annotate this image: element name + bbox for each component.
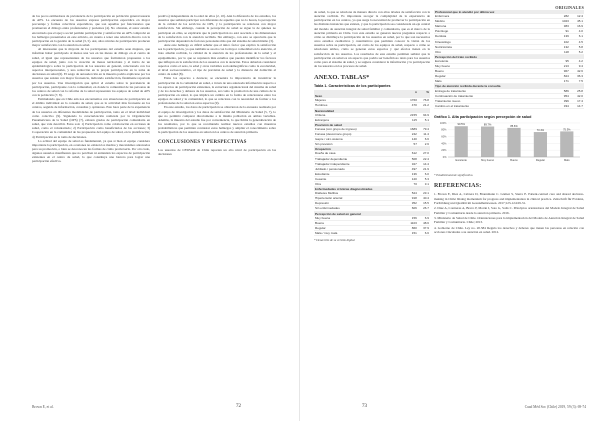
table2-care-characteristics (434, 10, 584, 109)
left-page-column-2-text (158, 14, 276, 135)
conclusions-heading: CONCLUSIONES Y PERSPECTIVAS (158, 139, 247, 145)
body-paragraph: Ante este hallazgo es difícil señalar que el único factor que explica la satisfacción sea la participación, ya que también se asocia con la mayor comodidad en la atención, el trato amable recibido, la calidad de la atención de los profesionales de la salud y el equipamiento, por lo que se requieren más estudios que puedan identificar los factores que influyen en la satisfacción de los usuarios con la atención. Estos deberían considerar aspectos como el sexo, la edad y otras variables sociodemográficas como la escolaridad, el nivel socioeconómico, el tipo de previsión de salud y la distancia del domicilio al centro de salud (8). (158, 43, 276, 77)
table-cell-label: Sexo (314, 94, 405, 98)
table-cell-n: 171 (554, 79, 570, 84)
table-cell-n: 508 (405, 156, 418, 161)
page-number-left: 72 (236, 404, 241, 409)
footer-authors: Brown E, et al. (32, 405, 54, 409)
bar-chart (434, 119, 584, 167)
bar-value-label: 85.6% (510, 125, 518, 129)
table-cell-pct: 21.2 (418, 103, 430, 108)
x-tick-label: Excelente (455, 159, 467, 163)
bar-value-label: 90.5% (457, 123, 465, 127)
table-cell-label: Fonasa (desconoce grupo) (314, 132, 405, 137)
table-cell-pct: 12.4 (570, 14, 584, 19)
table-cell-label: Tipo de atención recibida durante la consulta (434, 84, 554, 89)
table-cell-label: Bueno (434, 69, 554, 74)
chart-note: * Estadísticamente significativo. (434, 173, 474, 178)
table-cell-pct: 42.6 (570, 69, 584, 74)
table-cell-label: Regular (434, 74, 554, 79)
bar-value-label: 73.4% (536, 129, 545, 133)
table-cell-label: Hombres (314, 103, 405, 108)
table-cell-label: Matrona (434, 24, 554, 29)
table-cell-label: Dueña de casa (314, 151, 405, 156)
table-cell-pct: 6.0 (418, 171, 430, 176)
table-cell-label: Ocupación (314, 147, 405, 152)
chart-participation (434, 115, 584, 178)
table-cell-label: Estudiante (314, 171, 405, 176)
footer-journal: Cuad Méd Soc (Chile) 2019, 59 (3): 69-74 (524, 405, 586, 409)
y-tick-label: 60% (441, 135, 447, 139)
reference-item: 4. Gobierno de Chile. Ley no. 20.584 Regula los derechos y deberes que tienen las personas en relación con acciones vinculadas a su atención en salud. 2012. (434, 225, 584, 235)
table-cell-label: Nutricionista (434, 44, 554, 49)
table-cell-pct: 6.9 (418, 216, 430, 221)
table-cell-n: 352 (405, 201, 418, 206)
body-paragraph: Entre los aspectos a destacar, se encuentra la importancia de incentivar la participación de la comunidad en salud, a través de una adecuada información respecto a los espacios de participación existentes, la estructura organizacional del sistema de salud y de los derechos y deberes de los usuarios, así como la promoción de una cultura de la participación en salud, lo que implica un cambio en la forma de relacionarse entre los equipos de salud y la comunidad, lo que se relaciona con la necesidad de formar a los profesionales de la salud en estos aspectos (9). (158, 76, 276, 106)
table-cell-pct: 4.2 (570, 59, 584, 64)
table-cell-label: Excelente (434, 59, 554, 64)
table-cell-pct: 42.0 (570, 93, 584, 98)
annex-heading: ANEXO. TABLAS* (314, 74, 370, 82)
table-cell-n: 151 (405, 230, 418, 235)
table-cell-label: Kinesiólogo (434, 39, 554, 44)
table-cell-pct: % (418, 90, 430, 94)
table-cell-label: Trabajador independiente (314, 161, 405, 166)
table-cell-label: Entrega de tratamiento (434, 89, 554, 94)
table-cell-label: Cambio en el tratamiento (434, 103, 554, 108)
table-cell-label: Malo (434, 79, 554, 84)
bar (534, 132, 547, 157)
right-page-column-2 (434, 10, 584, 236)
bar-value-label: 75.3% (563, 128, 571, 132)
table-cell-pct: 6.1 (570, 34, 584, 39)
table-cell-label: Continuación de tratamiento (434, 93, 554, 98)
table-cell-n: 2155 (405, 113, 418, 118)
table-cell-n: 115 (405, 117, 418, 122)
table-cell-label: Mujeres (314, 98, 405, 103)
table-cell-pct: 16.9 (570, 24, 584, 29)
table-cell-n: 213 (554, 64, 570, 69)
table-cell-label: Depresión (314, 201, 405, 206)
table-row (434, 103, 584, 108)
references-list (434, 192, 584, 234)
table-cell-label: Tratamiento nuevo (434, 98, 554, 103)
table-cell-label: Extranjera (314, 117, 405, 122)
table-cell-n: 282 (554, 14, 570, 19)
bar (481, 127, 494, 157)
table-cell-n: 242 (405, 132, 418, 137)
table-cell-label: Hipertensión arterial (314, 196, 405, 201)
table-cell-pct: 45.1 (570, 19, 584, 24)
right-page (300, 0, 600, 421)
table-cell-pct: 5.8 (570, 44, 584, 49)
table-cell-pct: 9.4 (570, 64, 584, 69)
table-cell-pct: 21.9 (418, 166, 430, 171)
table-cell-n: 91 (554, 29, 570, 34)
table-cell-pct: 4.0 (570, 29, 584, 34)
table-cell-label: Nacionalidad (314, 108, 405, 113)
body-paragraph: La actitud del equipo de salud es fundamental, ya que si bien el equipo considera importante la participación, en ocasiones no existen los medios y mecanismos adecuados para su promoción, o bien se desconocen las formas de cómo promoverla. Por otro lado, algunos usuarios manifiestan que no perciben ni entienden los espacios de participación existentes en el centro de salud, lo que constituye una barrera para lograr una participación efectiva. (32, 138, 150, 164)
table-cell-label: Dentista (434, 34, 554, 39)
table-cell-label: Muy bueno (434, 64, 554, 69)
table-cell-n: 334 (554, 103, 570, 108)
y-tick-label: 100% (439, 122, 447, 126)
table-cell-n: 918 (405, 196, 418, 201)
body-paragraph: positivo) independiente de la edad de ellos (2, 10). Aún la diferencia de los estudios, los usuarios que señalan participar son diferentes de aquellos que no lo hacen, la percepción de la calidad de los servicios de OPS, y la participación se relaciona con mayor satisfacción. Sin embargo, cuando la percepción de salud se sigue la de quienes no participan en ellas, se explicaría que la participación no está asociada a las dimensiones de la satisfacción con la atención recibida. Sin embargo, con esto se apreciaría que la participación dependerá de factores personales más que del sistema de salud mismo (3). (158, 14, 276, 43)
table-cell-label: Chilena (314, 113, 405, 118)
table-cell-n: 139 (554, 34, 570, 39)
left-page-column-2 (158, 14, 276, 156)
table-cell-pct: 25.8 (570, 89, 584, 94)
bar (560, 132, 573, 158)
table-cell-n: 327 (405, 161, 418, 166)
table-cell-pct: 5.2 (570, 49, 584, 54)
table-cell-label: Percepción de salud en general (314, 211, 405, 216)
table-cell-label: Enfermedades crónicas diagnosticadas (314, 187, 405, 192)
table-cell-n: 586 (554, 89, 570, 94)
table-cell-label: Muy buena (314, 216, 405, 221)
table-cell-n: 136 (405, 171, 418, 176)
table-cell-pct: 17.4 (570, 98, 584, 103)
conclusions-text: Los usuarios de CESFAM de Chile reportan un alto nivel de participación en las decisiones (158, 147, 276, 156)
table-cell-label: Mala / muy mala (314, 230, 405, 235)
table-cell-pct: 14.4 (418, 161, 430, 166)
table-cell-n: 383 (554, 24, 570, 29)
body-paragraph: de los pocos estimadores de prevalencia de la participación en población general usuaria de APS. La encuesta de los usuarios expresa participación esporádica en mayor porcentaje y formas colectivas esporádicas, que son aquellas por funcionarios que promueven el diálogo entre profesionales y pacientes (4). No obstante, el autor estudio encontrado que el apoyo social permite participación y satisfacción en APS comprobó en los hallazgos presentados en este artículo, en cuanto a tener una relación directa con la participación en la gestión de la salud (3, 5). Así, altos niveles de participación producen mayor satisfacción con la atención en salud. (32, 14, 150, 48)
table-cell-n: 57 (405, 142, 418, 147)
table-cell-label: Jubilado / pensionado (314, 166, 405, 171)
page-number-right: 73 (362, 404, 367, 409)
table-cell-label: Enfermera (434, 14, 554, 19)
table-cell-pct: 48.6 (418, 220, 430, 225)
table-cell-n: 860 (405, 225, 418, 230)
table-cell-pct: 6.6 (418, 230, 430, 235)
bar (455, 127, 468, 158)
reference-item: 2. Díez A, Contreras A, Bravo P, Morán I, Soto G, Solís C. Principios orientadores del Modelo Integral de Salud Familiar y Comunitaria desde la atención primaria. 2016. (434, 206, 584, 215)
y-tick-label: 20% (441, 149, 447, 153)
table-cell-pct: 3.1 (418, 181, 430, 186)
table-cell-n: 70 (405, 181, 418, 186)
table-cell-n: 612 (405, 151, 418, 156)
table-cell-pct: 11.4 (418, 132, 430, 137)
table-cell-n: 396 (554, 98, 570, 103)
table-cell-label: Médico (434, 19, 554, 24)
body-paragraph: Al interesante que la mayoría de los participantes del estudio sean mujeres, que informan haber participado al menos una vez en las mesas de diálogo en el centro de salud, al igual que representantes de los usuarios que formularon propuestas a los equipos de salud, junto con la creación de mesas territoriales y al inicio de un epidemiológico sobre la participación de los usuarios en general, relacionada con los aspectos interpersonales, y una reducción en la propia participación en la toma de decisiones en salud (6). El sesgo de autoselección en la muestra podría explicarse por los usuarios que asisten con mayor frecuencia, indicando satisfacción, finalmente reportada por los usuarios. Una investigación que aplicó el estudio sobre la prevalencia de participación, participante con la comunidad, en donde la comunidad de las personas de los centros de salud con la reforma de la salud representan los equipos de salud de APS con la población (7, 8). (32, 47, 150, 97)
table-cell-label: Profesional que lo atendió por última vez (434, 10, 554, 14)
x-tick-label: Malo (563, 159, 570, 163)
table1-title: Tabla 1. Características de los participantes (314, 84, 391, 89)
x-tick-label: Bueno (510, 159, 518, 163)
table-cell-n: 102 (554, 39, 570, 44)
table-cell-pct: 14.7 (570, 103, 584, 108)
body-paragraph: En este estudio, los datos de participación se obtuvieron de la encuesta realizada por el equipo de investigación y los datos de satisfacción del Ministerio de Salud (5, 7), lo que no permitió comparar directamente a la misma población en ambas variables. Además, la muestra del estudio fue por conveniencia, lo que limita la generalización de los resultados, por lo que se recomienda realizar nuevos estudios con muestras probabilísticas que permitan contrastar estos hallazgos y ampliar el conocimiento sobre la participación de los usuarios en salud en los centros de atención primaria. (158, 105, 276, 135)
table-cell-pct: 94.9 (418, 113, 430, 118)
table-row (314, 230, 430, 235)
table1-participant-characteristics (314, 90, 430, 236)
x-tick-label: Muy bueno (481, 159, 495, 163)
table-cell-n: 118 (554, 49, 570, 54)
right-page-column-1-text (314, 10, 430, 68)
table-cell-label: Isapre / otro sistema (314, 137, 405, 142)
x-tick-label: Regular (535, 159, 545, 163)
reference-item: 3. Ministerio de Salud de Chile. Orientaciones para la implementación del Modelo de Atención Integral de Salud Familiar y Comunitaria. Chile; 2013. (434, 216, 584, 225)
table-cell-pct: 4.5 (570, 39, 584, 44)
table-cell-n: 606 (405, 206, 418, 211)
table-cell-pct: 5.1 (418, 117, 430, 122)
table-cell-pct: 79.4 (418, 127, 430, 132)
table-cell-pct: 15.5 (418, 201, 430, 206)
bar-value-label: 89.7% (483, 123, 492, 127)
table-cell-label: Diabetes Mellitus (314, 191, 405, 196)
body-paragraph: de salud, lo que se relaciona de manera directa con altos niveles de satisfacción con la atención recibida. Es importante recoger la complejidad de la experiencia de participación en los centros, ya que surge la necesidad de promover la participación en las distintas instancias que existen, y que la participación sea considerada un eje central del modelo de atención integral de salud familiar y comunitaria, que es el marco de la atención primaria en Chile. Con este estudio se generan nuevas preguntas respecto a cómo se distribuye la participación de los usuarios en salud, por lo que son necesarios otros estudios cualitativos y cuantitativos que permitan conocer la visión de los usuarios sobre su participación, así como de los equipos de salud, respecto a cómo se relacionan ambos, cómo se generan estos espacios y qué efectos tienen en la satisfacción de los usuarios. Los resultados de este estudio permiten señalar que la participación en salud es un aspecto que podría ser beneficioso tanto para los usuarios como para el sistema de salud, y se sugiere considerar la información y la participación de los usuarios en los procesos de salud. (314, 10, 430, 69)
y-tick-label: 0% (442, 156, 447, 160)
table-cell-n: 95 (554, 59, 570, 64)
table-cell-n: 954 (554, 93, 570, 98)
table-cell-pct: 22.4 (418, 156, 430, 161)
table-cell-n: 140 (405, 137, 418, 142)
bar (507, 128, 520, 157)
table-cell-label: Buena (314, 220, 405, 225)
table-cell-pct: 40.4 (418, 196, 430, 201)
reference-item: 1. Brown E, Díez A, Cabrera D, Brannmann C. Gómez S, Sierra E. Patient-centred care and shared decision-making in Chile: Rising momentum for progress and implementation in clinical practice. Zeitschrift für Evidenz, Fortbildung und Qualität im Gesundheitswesen. 2017;123-124:29-31. (434, 192, 584, 205)
table-cell-n: 824 (554, 74, 570, 79)
table-cell-n: 967 (554, 69, 570, 74)
table-cell-n: 1023 (554, 19, 570, 24)
table-cell-n: 1689 (405, 127, 418, 132)
left-page-column-1 (32, 14, 150, 164)
table-cell-label: Fonasa (con grupo de ingreso) (314, 127, 405, 132)
table-cell-label: Percepción del trato recibido (434, 54, 554, 59)
table-cell-n: 497 (405, 166, 418, 171)
table-cell-pct: 6.6 (418, 137, 430, 142)
table-cell-label: Otra (314, 181, 405, 186)
table-cell-label: Sin enfermedades (314, 206, 405, 211)
body-paragraph: Estimulando que en Chile aún nos encontremos con situaciones de participación en el ámbito individual en la consulta de salud, que es la actividad más frecuente en los centros, seguida de información, consultas y opiniones. Esto hace parte de la experiencia de los usuarios en diferentes modalidades de participación, tanto en el nivel individual como colectivo (9). Siguiendo la caracterización realizada por la Organización Panamericana de la Salud (OPS) (7), existen grados de participación comunitaria en salud, que vale describir. Estos son: 1) Participación como colaboración en acciones de salud, como el voluntariado; 2) Participación como beneficiarios de las acciones; 3) Cooperación en la comunidad de las propuestas del equipo de salud, en la planificación; 4) Participación en la toma de decisiones. (32, 97, 150, 139)
table-cell-label: Otro (434, 49, 554, 54)
table-cell-label: Cesante (314, 176, 405, 181)
y-tick-label: 80% (441, 129, 447, 133)
table-cell-pct: 36.3 (570, 74, 584, 79)
table-cell-pct: 2.6 (418, 142, 430, 147)
table-cell-label: Previsión de salud (314, 122, 405, 127)
table-cell-pct: 23.1 (418, 191, 430, 196)
table-cell-pct: 37.9 (418, 225, 430, 230)
chart-title: Gráfico 1. Alta participación según percepción de salud (434, 114, 532, 119)
table-cell-n: 1103 (405, 220, 418, 225)
table-cell-n: 1760 (405, 98, 418, 103)
table-cell-pct: 76.8 (418, 98, 430, 103)
references-heading: REFERENCIAS: (434, 183, 482, 190)
table-cell-n: 156 (405, 216, 418, 221)
table-cell-label: Sin previsión (314, 142, 405, 147)
table-cell-n: 132 (554, 44, 570, 49)
table-cell-pct: 27.0 (418, 151, 430, 156)
table-cell-label: Regular (314, 225, 405, 230)
table-cell-pct: 7.5 (570, 79, 584, 84)
table-cell-n: 524 (405, 191, 418, 196)
table1-note: * Desarrollo de su versión digital. (314, 238, 356, 242)
table-cell-pct: 26.7 (418, 206, 430, 211)
table-cell-label: Psicólogo (434, 29, 554, 34)
table-cell-n: 470 (405, 103, 418, 108)
right-page-column-1 (314, 10, 430, 242)
table-cell-n: 120 (405, 176, 418, 181)
table-cell-pct: 5.3 (418, 176, 430, 181)
y-tick-label: 40% (441, 142, 447, 146)
table-cell-n: n (405, 90, 418, 94)
table-cell-label: Trabajador dependiente (314, 156, 405, 161)
header-section-title: ORIGINALES (555, 5, 584, 10)
